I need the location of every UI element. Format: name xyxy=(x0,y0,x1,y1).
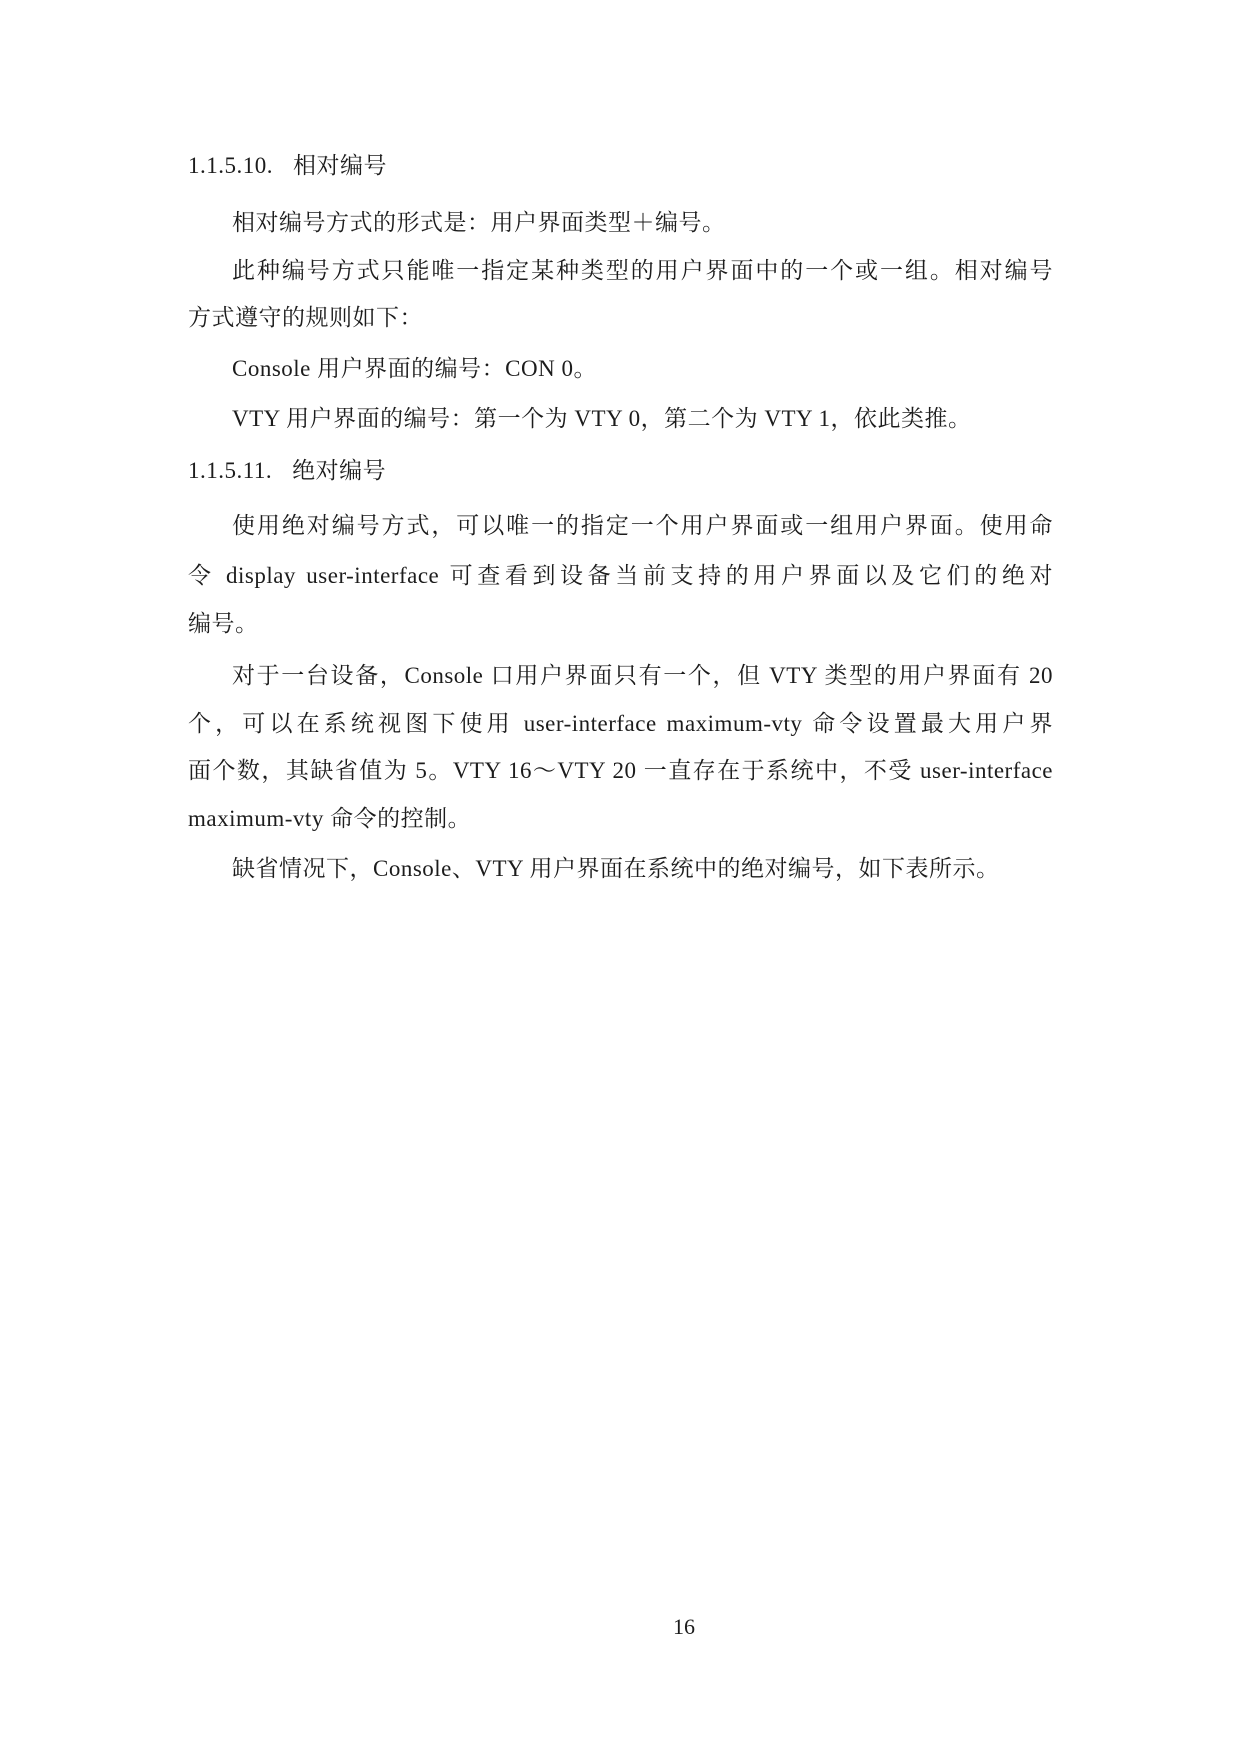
paragraph-line: VTY 用户界面的编号：第一个为 VTY 0，第二个为 VTY 1，依此类推。 xyxy=(232,406,972,431)
section-heading-absolute-numbering xyxy=(188,454,1053,488)
page-number: 16 xyxy=(673,1614,695,1639)
paragraph-line: 面个数，其缺省值为 5。VTY 16～VTY 20 一直存在于系统中，不受 user-interface xyxy=(188,758,1053,783)
section-heading-relative-numbering xyxy=(188,149,1053,183)
paragraph-line: 令 display user-interface 可查看到设备当前支持的用户界面以及它们的绝对 xyxy=(188,563,1053,588)
paragraph-line: 方式遵守的规则如下： xyxy=(188,305,423,330)
paragraph-line: maximum-vty 命令的控制。 xyxy=(188,806,472,831)
heading-number: 1.1.5.11. xyxy=(188,458,273,483)
paragraph-line: 个，可以在系统视图下使用 user-interface maximum-vty 命令设置最大用户界 xyxy=(188,711,1053,736)
paragraph-line: 使用绝对编号方式，可以唯一的指定一个用户界面或一组用户界面。使用命 xyxy=(232,513,1053,538)
heading-title: 相对编号 xyxy=(293,153,387,178)
paragraph-line: 此种编号方式只能唯一指定某种类型的用户界面中的一个或一组。相对编号 xyxy=(232,258,1053,283)
paragraph-line: Console 用户界面的编号：CON 0。 xyxy=(232,356,597,381)
paragraph-line: 相对编号方式的形式是：用户界面类型＋编号。 xyxy=(232,210,726,235)
paragraph-line: 编号。 xyxy=(188,611,259,636)
heading-number: 1.1.5.10. xyxy=(188,153,273,178)
paragraph-line: 对于一台设备，Console 口用户界面只有一个，但 VTY 类型的用户界面有 20 xyxy=(232,663,1053,688)
paragraph-line: 缺省情况下，Console、VTY 用户界面在系统中的绝对编号，如下表所示。 xyxy=(232,856,1000,881)
heading-title: 绝对编号 xyxy=(292,458,387,483)
